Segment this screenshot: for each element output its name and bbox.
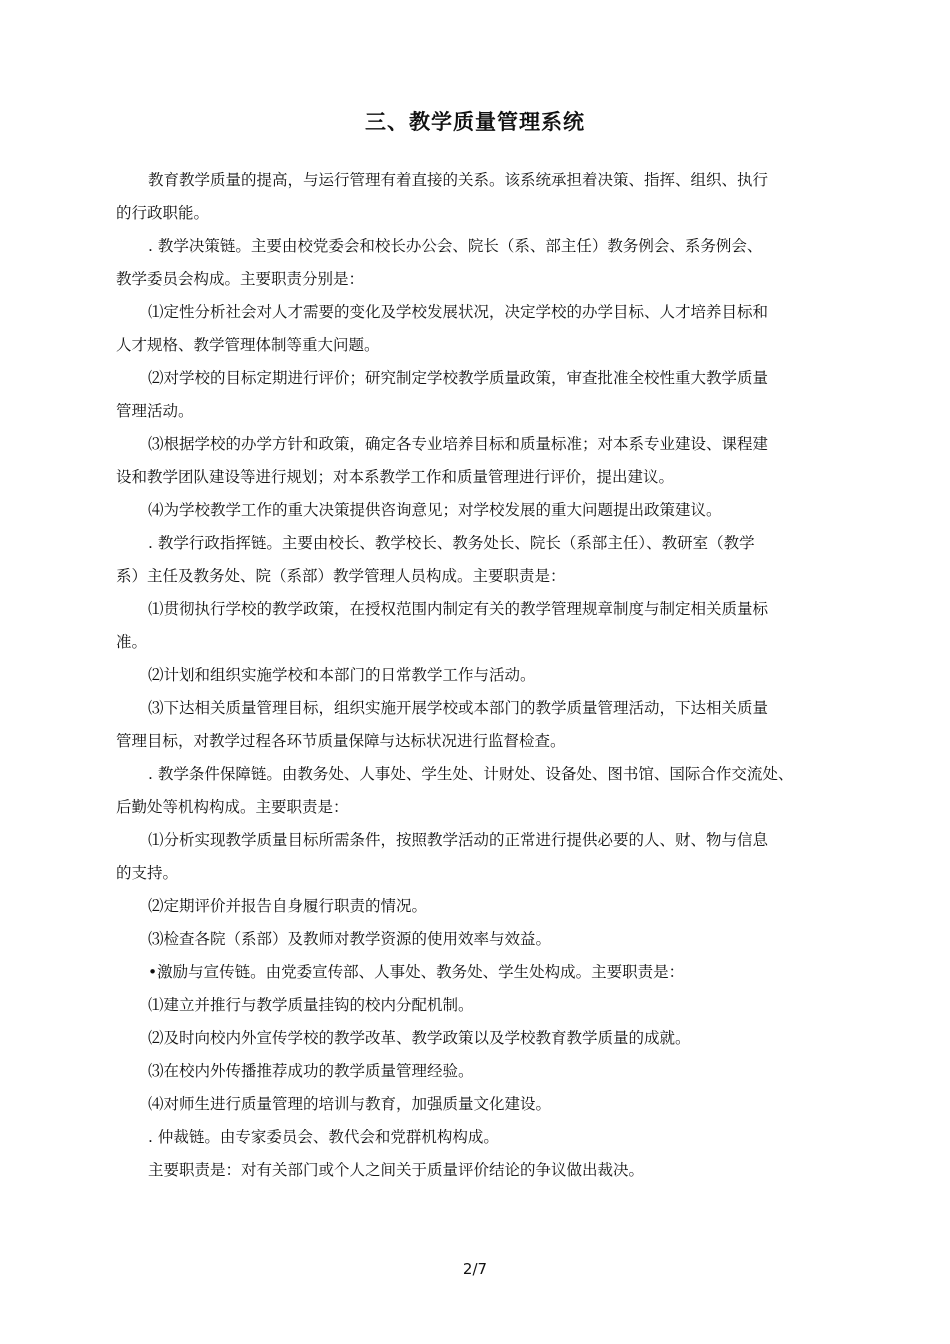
text-line: 管理活动。 [116, 402, 194, 420]
text-line: 的支持。 [116, 864, 179, 882]
text-line: ⑴定性分析社会对人才需要的变化及学校发展状况，决定学校的办学目标、人才培养目标和 [148, 303, 769, 321]
text-line: 管理目标，对教学过程各环节质量保障与达标状况进行监督检查。 [116, 732, 566, 750]
text-line: . 教学行政指挥链。主要由校长、教学校长、教务处长、院长（系部主任）、教研室（教学 [148, 534, 755, 552]
text-line: ⑶检查各院（系部）及教师对教学资源的使用效率与效益。 [148, 930, 552, 948]
text-line: ⑴分析实现教学质量目标所需条件，按照教学活动的正常进行提供必要的人、财、物与信息 [148, 831, 769, 849]
text-line: ⑷为学校教学工作的重大决策提供咨询意见；对学校发展的重大问题提出政策建议。 [148, 501, 722, 519]
text-line: . 教学决策链。主要由校党委会和校长办公会、院长（系、部主任）教务例会、系务例会、 [148, 237, 763, 255]
text-line: 教学委员会构成。主要职责分别是： [116, 270, 365, 288]
text-line: ⑷对师生进行质量管理的培训与教育，加强质量文化建设。 [148, 1095, 552, 1113]
section-title: 三、教学质量管理系统 [365, 110, 585, 134]
text-line: ⑵定期评价并报告自身履行职责的情况。 [148, 897, 428, 915]
text-line: 后勤处等机构构成。主要职责是： [116, 798, 349, 816]
text-line: . 仲裁链。由专家委员会、教代会和党群机构构成。 [148, 1128, 499, 1146]
text-line: ⑴贯彻执行学校的教学政策，在授权范围内制定有关的教学管理规章制度与制定相关质量标 [148, 600, 769, 618]
text-line: 的行政职能。 [116, 204, 210, 222]
text-line: ⑵对学校的目标定期进行评价；研究制定学校教学质量政策，审查批准全校性重大教学质量 [148, 369, 769, 387]
text-line: . 教学条件保障链。由教务处、人事处、学生处、计财处、设备处、图书馆、国际合作交流处、 [148, 765, 794, 783]
text-line: ⑶下达相关质量管理目标，组织实施开展学校或本部门的教学质量管理活动，下达相关质量 [148, 699, 769, 717]
text-line: ⑴建立并推行与教学质量挂钩的校内分配机制。 [148, 996, 474, 1014]
text-line: 系）主任及教务处、院（系部）教学管理人员构成。主要职责是： [116, 567, 566, 585]
text-line: 人才规格、教学管理体制等重大问题。 [116, 336, 380, 354]
text-line: 设和教学团队建设等进行规划；对本系教学工作和质量管理进行评价，提出建议。 [116, 468, 675, 486]
page-number: 2/7 [462, 1260, 488, 1278]
text-line: ⑶在校内外传播推荐成功的教学质量管理经验。 [148, 1062, 474, 1080]
text-line: ⑵及时向校内外宣传学校的教学改革、教学政策以及学校教育教学质量的成就。 [148, 1029, 691, 1047]
text-line: ⑶根据学校的办学方针和政策，确定各专业培养目标和质量标准；对本系专业建设、课程建 [148, 435, 769, 453]
text-line: ⑵计划和组织实施学校和本部门的日常教学工作与活动。 [148, 666, 536, 684]
text-line: 主要职责是：对有关部门或个人之间关于质量评价结论的争议做出裁决。 [148, 1161, 645, 1179]
text-line: 准。 [116, 633, 148, 651]
text-line: 教育教学质量的提高，与运行管理有着直接的关系。该系统承担着决策、指挥、组织、执行 [148, 171, 769, 189]
text-line: •激励与宣传链。由党委宣传部、人事处、教务处、学生处构成。主要职责是： [148, 963, 685, 981]
body-text [116, 164, 850, 1187]
